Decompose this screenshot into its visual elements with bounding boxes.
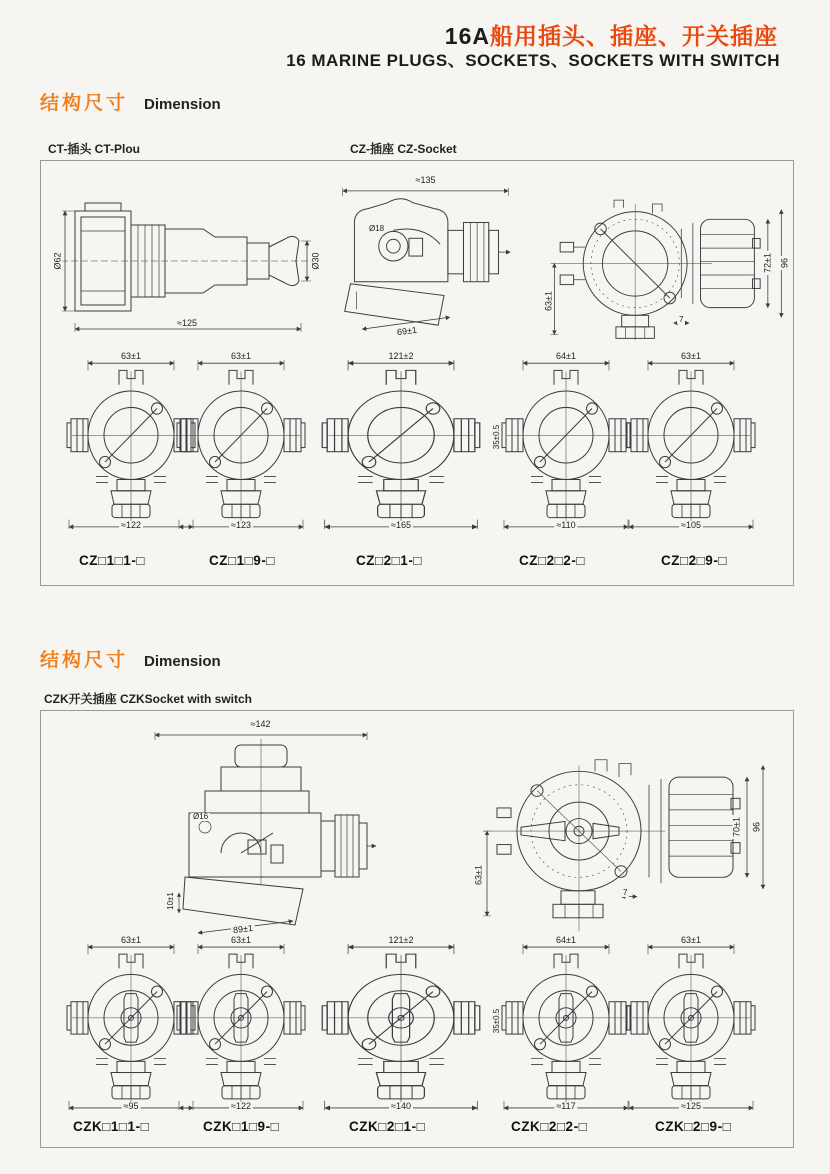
czk-front-view — [469, 727, 784, 939]
dim-label: 63±1 — [681, 351, 701, 361]
switch-socket-front-drawing — [626, 941, 756, 1113]
dim-label: Ø30 — [310, 252, 321, 270]
drawing-panel-czk — [40, 710, 794, 1148]
model-label: CZK□2□2-□ — [511, 1119, 588, 1134]
dim-label: ≈140 — [391, 1101, 411, 1111]
cz-front-variant-5 — [626, 351, 756, 532]
model-label: CZK□2□1-□ — [349, 1119, 426, 1134]
czk-front-variant-5 — [626, 935, 756, 1113]
dim-label: ≈125 — [681, 1101, 701, 1111]
czk-side-drawing — [143, 725, 378, 950]
czk-front-variant-2 — [176, 935, 306, 1113]
section2-heading — [40, 645, 221, 672]
model-label: CZ□2□2-□ — [519, 553, 585, 568]
section1-heading — [40, 88, 221, 115]
dim-label: 64±1 — [556, 351, 576, 361]
dim-label: 63±1 — [121, 935, 141, 945]
title-amperage: 16A — [444, 23, 490, 49]
dim-label: ≈117 — [556, 1101, 576, 1111]
dim-label: 35±0.5 — [492, 424, 501, 450]
model-label: CZ□2□9-□ — [661, 553, 727, 568]
dim-label: 96 — [751, 821, 762, 833]
section1-heading-cn: 结构尺寸 — [40, 93, 129, 114]
model-label: CZK□1□9-□ — [203, 1119, 280, 1134]
ct-plug-side-view — [52, 179, 325, 339]
dim-label: ≈105 — [681, 520, 701, 530]
dim-label: Ø18 — [369, 224, 385, 233]
dim-label: Ø16 — [193, 812, 209, 821]
dim-label: 64±1 — [556, 935, 576, 945]
label-czk-socket: CZK开关插座 CZKSocket with switch — [44, 692, 253, 706]
czk-front-variant-4 — [492, 935, 631, 1113]
label-cz-socket: CZ-插座 CZ-Socket — [350, 142, 457, 156]
model-label: CZK□2□9-□ — [655, 1119, 732, 1134]
switch-socket-front-drawing — [176, 941, 306, 1113]
dim-label: 96 — [779, 257, 790, 269]
dim-label: ≈165 — [391, 520, 411, 530]
dim-label: Ø62 — [52, 252, 63, 270]
model-label: CZ□1□9-□ — [209, 553, 275, 568]
dim-label: ≈122 — [121, 520, 141, 530]
drawing-panel-cz — [40, 160, 794, 586]
czk-front-variant-3 — [321, 935, 481, 1113]
dim-label: 69±1 — [396, 324, 418, 338]
dim-label: 121±2 — [388, 935, 414, 945]
model-label: CZK□1□1-□ — [73, 1119, 150, 1134]
title-chinese: 船用插头、插座、开关插座 — [490, 23, 778, 49]
socket-front-drawing — [321, 357, 481, 532]
section1-heading-en: Dimension — [144, 96, 221, 113]
czk-side-view — [143, 719, 378, 950]
dim-label: 70±1 — [731, 817, 742, 837]
dim-label: 89±1 — [232, 922, 254, 936]
label-ct-plug: CT-插头 CT-Plou — [48, 142, 140, 156]
dim-label: ≈135 — [415, 175, 436, 185]
dim-label: 121±2 — [388, 351, 414, 361]
dim-label: 7 — [623, 888, 628, 897]
dim-label: 63±1 — [231, 935, 251, 945]
section2-heading-en: Dimension — [144, 653, 221, 670]
dim-label: 7 — [679, 315, 684, 324]
section2-heading-cn: 结构尺寸 — [40, 650, 129, 671]
cz-socket-side-drawing — [333, 181, 518, 339]
cz-socket-front-view — [539, 179, 789, 347]
dim-label: 10±1 — [166, 892, 175, 910]
socket-front-drawing — [501, 357, 631, 532]
dim-label: ≈142 — [250, 719, 271, 729]
dim-label: 63±1 — [121, 351, 141, 361]
dim-label: ≈125 — [177, 318, 197, 328]
switch-socket-front-drawing — [501, 941, 631, 1113]
model-label: CZ□1□1-□ — [79, 553, 145, 568]
dim-label: ≈123 — [231, 520, 251, 530]
page-subtitle: 16 MARINE PLUGS、SOCKETS、SOCKETS WITH SWITCH — [286, 51, 780, 70]
cz-front-variant-3 — [321, 351, 481, 532]
ct-plug-side-drawing — [52, 179, 325, 339]
cz-front-variant-4 — [492, 351, 631, 532]
switch-socket-front-drawing — [321, 941, 481, 1113]
dim-label: ≈110 — [556, 520, 576, 530]
model-label: CZ□2□1-□ — [356, 553, 422, 568]
cz-socket-front-drawing — [539, 179, 789, 347]
dim-label: ≈122 — [231, 1101, 251, 1111]
dim-label: 63±1 — [681, 935, 701, 945]
dim-label: 35±0.5 — [492, 1008, 501, 1034]
dim-label: 63±1 — [473, 865, 484, 885]
socket-front-drawing — [176, 357, 306, 532]
socket-front-drawing — [626, 357, 756, 532]
cz-front-variant-2 — [176, 351, 306, 532]
dim-label: 72±1 — [762, 253, 773, 273]
dim-label: 63±1 — [231, 351, 251, 361]
dim-label: ≈95 — [123, 1101, 139, 1111]
dim-label: 63±1 — [543, 291, 554, 311]
cz-socket-side-view — [333, 175, 518, 339]
